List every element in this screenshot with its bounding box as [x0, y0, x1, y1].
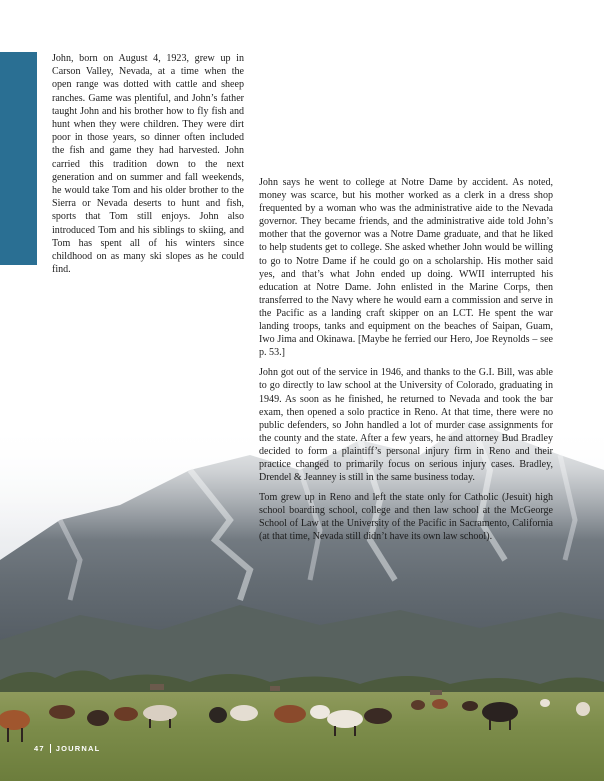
- paragraph-law-school: John got out of the service in 1946, and thanks to the G.I. Bill, was able to go directly to law school at the University of Colorado, graduating in 1949. As soon as he finished, he returned to Nevada and took the bar exam, then opened a solo practice in Reno. At that time, there were no public defenders, so John handled a lot of murder case assignments for the county and the state. After a few years, he and attorney Bud Bradley decided to form a plaintiff’s personal injury firm in Reno and their practice changed to primarily focus on serious injury cases. Bradley, Drendel & Jeanney is still in the same business today.: [259, 367, 553, 484]
- left-column: [52, 52, 244, 276]
- footer-divider: [50, 744, 51, 753]
- publication-name: JOURNAL: [55, 744, 101, 753]
- left-column-paragraph: John, born on August 4, 1923, grew up in Carson Valley, Nevada, at a time when the open range was dotted with cattle and sheep ranches. Game was plentiful, and John’s father taught John and his brother how to fly fish and hunt when they were children. They were dirt poor in those years, so dinner often included the fish and game they had harvested. John carried this tradition down to the next generation and on summer and fall weekends, he would take Tom and his older brother to the Sierra or Nevada deserts to hunt and fish, sports that Tom still enjoys. John also introduced Tom and his siblings to skiing, and Tom has spent all of his winters since childhood on as many ski slopes as he could find.: [52, 53, 244, 276]
- right-column: [259, 176, 553, 551]
- paragraph-notre-dame: John says he went to college at Notre Dame by accident. As noted, money was scarce, but his mother worked as a clerk in a dress shop frequented by a woman who was the administrative aide to the Nevada governor. They became friends, and the administrative aide told John’s mother that the governor was a Notre Dame graduate, and that he liked to help students get to college. She asked whether John would be willing to go to Notre Dame if he could go on a scholarship. His mother said yes, and that’s what John ended up doing. WWII interrupted his education at Notre Dame. John enlisted in the Marine Corps, then transferred to the Navy where he would earn a commission and serve in the Pacific as a landing craft skipper on an LCT. He spent the war landing troops, tanks and equipment on the beaches of Saipan, Guam, Iwo Jima and Okinawa. [Maybe he ferried our Hero, Joe Reynolds – see p. 53.]: [259, 177, 553, 359]
- accent-bar: [0, 52, 37, 265]
- paragraph-tom-reno: Tom grew up in Reno and left the state only for Catholic (Jesuit) high school boarding school, college and then law school at the McGeorge School of Law at the University of the Pacific in Sacramento, California (at that time, Nevada still didn’t have its own law school).: [259, 492, 553, 543]
- page-footer: [34, 744, 100, 753]
- page-number: 47: [34, 744, 45, 753]
